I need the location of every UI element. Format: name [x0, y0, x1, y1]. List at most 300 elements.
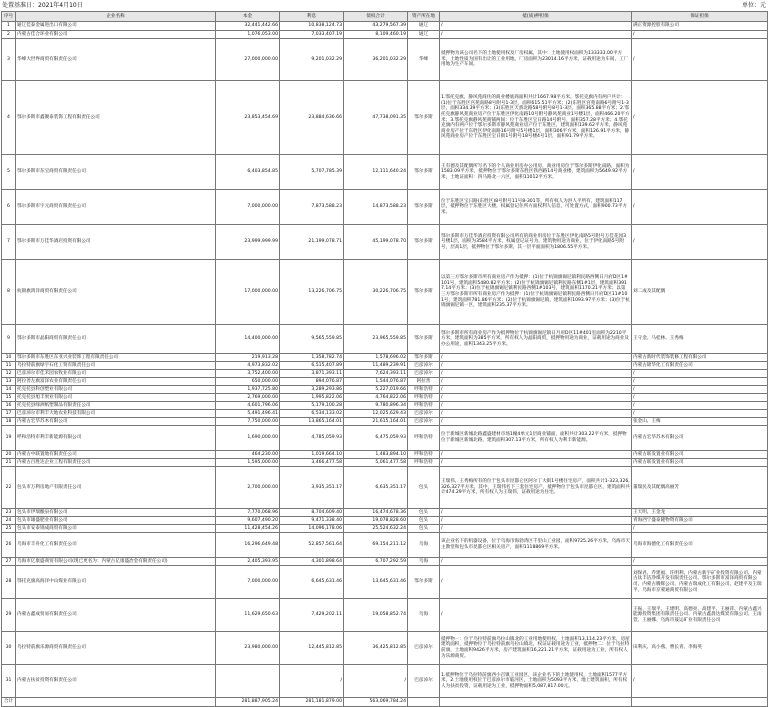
guarantor: 张金山、王梅 [632, 418, 768, 426]
asset-location: 鄂尔多斯 [408, 155, 440, 190]
claim-total: 12,111,640.24 [344, 155, 408, 190]
table-row [2, 426, 768, 451]
pledge-detail: / [440, 394, 632, 402]
claim-total: 13,645,631.46 [344, 566, 408, 599]
guarantor: / [632, 190, 768, 225]
asset-location: 华峰 [408, 39, 440, 81]
row-no: 2 [2, 31, 16, 39]
interest: 6,645,631.46 [280, 566, 344, 599]
company-name: 包头市安泰锦成商贸有限公司 [16, 525, 216, 533]
col-header-name: 企业名称 [16, 12, 216, 22]
pledge-detail: 位于新城区新城北路鑫盛建材市场1幢4单元1层商业铺面，面积共计303.22平方米，抵押物位于新城区新城北路，建筑面积307.13平方米，所有权人为利丰新能源。 [440, 426, 632, 451]
principal: 650,000.00 [216, 378, 280, 386]
totals-interest: 281,181,879.00 [280, 698, 344, 707]
principal: 9,607,490.20 [216, 517, 280, 525]
interest: 14,096,178.06 [280, 525, 344, 533]
table-row [2, 394, 768, 402]
company-name: 内蒙古中联置地有限责任公司 [16, 451, 216, 459]
asset-location: 乌海 [408, 599, 440, 632]
principal: 7,750,000.00 [216, 418, 280, 426]
claim-total: 47,738,091.35 [344, 81, 408, 155]
pledge-detail: 该企业名下的机器设备，位于乌海市海勃湾区千里山工业园，面积9725.26平方米，乌海市天主教堂和包头市昆都仑区相关房产，面积1118869平方米。 [440, 533, 632, 558]
pledge-detail: 鄂尔多斯市万佳华酒店投资有限公司所有的商业用房位于东胜区伊化南路5号附号万佳花园3号楼1层，面积为3584平方米，权属登记证号为，建筑物用途为商业，位于伊化南路5号附号，层高1层，抵押物位于鄂尔多斯，其一层平面面积为1806.55平方米。 [440, 225, 632, 260]
interest: 6,534,133.02 [280, 410, 344, 418]
guarantor: 刘二成及其配偶 [632, 260, 768, 325]
pledge-detail: / [440, 418, 632, 426]
row-no: 1 [2, 22, 16, 31]
pledge-detail: / [440, 402, 632, 410]
asset-location: 呼和浩特 [408, 426, 440, 451]
principal: 464,230.00 [216, 451, 280, 459]
guarantor: 内蒙古锦华化工有限责任公司 [632, 362, 768, 370]
row-no: 17 [2, 410, 16, 418]
pledge-detail: / [440, 599, 632, 632]
interest: 21,199,078.71 [280, 225, 344, 260]
claim-total: 5,227,019.66 [344, 386, 408, 394]
principal: 1,690,000.00 [216, 426, 280, 451]
row-no: 31 [2, 665, 16, 698]
totals-row [2, 698, 768, 707]
pledge-detail: / [440, 525, 632, 533]
asset-location: 包头 [408, 467, 440, 509]
row-no: 10 [2, 354, 16, 362]
claim-total: 36,425,812.85 [344, 632, 408, 665]
company-name: 鄂尔多斯市鑫聚泰装饰工程有限责任公司 [16, 81, 216, 155]
company-name: 包头市雄盛肥业有限公司 [16, 517, 216, 525]
pledge-detail: / [440, 354, 632, 362]
interest: 9,565,559.85 [280, 325, 344, 354]
pledge-detail: / [440, 410, 632, 418]
principal: 32,441,442.66 [216, 22, 280, 31]
company-name: 杭锦旗鸿洋商贸有限责任公司 [16, 260, 216, 325]
col-header-guarantee: 保证担保 [632, 12, 768, 22]
guarantor: 满正资源控股有限公司 [632, 22, 768, 31]
row-no: 27 [2, 558, 16, 566]
company-name: 华峰大世界商贸有限责任公司 [16, 39, 216, 81]
row-no: 24 [2, 517, 16, 525]
table-row [2, 39, 768, 81]
pledge-detail: / [440, 517, 632, 525]
pledge-detail: / [440, 451, 632, 459]
col-header-interest: 利息 [280, 12, 344, 22]
company-name: 内蒙古宏华苏木有限公司 [16, 418, 216, 426]
row-no: 3 [2, 39, 16, 81]
totals-empty [632, 698, 768, 707]
company-name: 鄂尔多斯市东胜区东亚兴业装饰工程有限责任公司 [16, 354, 216, 362]
company-name: 鄂尔多斯市晶阳商贸有限责任公司 [16, 325, 216, 354]
interest: 52,857,561.64 [280, 533, 344, 558]
guarantor: / [632, 225, 768, 260]
unit-label: 单位：元 [741, 2, 766, 9]
claim-total: 6,475,059.93 [344, 426, 408, 451]
company-name: 鄂尔多斯市东宝商贸有限责任公司 [16, 155, 216, 190]
interest: 1,019,664.10 [280, 451, 344, 459]
company-name: 托克托县绿洲纸塑制品有限责任公司 [16, 402, 216, 410]
asset-location: 鄂尔多斯 [408, 354, 440, 362]
guarantor: / [632, 402, 768, 410]
interest: 3,289,293.86 [280, 386, 344, 394]
company-name: 巴彦淖尔市利丰大地农业科技有限公司 [16, 410, 216, 418]
row-no: 13 [2, 378, 16, 386]
asset-location: 呼和浩特 [408, 451, 440, 459]
pledge-detail: / [440, 31, 632, 39]
guarantor: / [632, 378, 768, 386]
totals-label: 合计 [2, 698, 16, 707]
asset-location: 巴彦淖尔 [408, 362, 440, 370]
table-header-row [2, 12, 768, 22]
claim-total: 69,154,211.12 [344, 533, 408, 558]
company-name: 托克托县科创塑业有限公司 [16, 386, 216, 394]
row-no: 11 [2, 362, 16, 370]
interest: 7,033,407.19 [280, 31, 344, 39]
interest: 9,201,032.29 [280, 39, 344, 81]
claim-total: 19,078,828.60 [344, 517, 408, 525]
principal: 1,076,053.00 [216, 31, 280, 39]
principal: 11,629,650.63 [216, 599, 280, 632]
guarantor: / [632, 410, 768, 418]
guarantor: / [632, 525, 768, 533]
asset-location: 包头 [408, 509, 440, 517]
pledge-detail: 抵押物一：位于乌拉特前旗乌拉山镇北的工业用地使用权，土地面积13,114.23平方米，房屋建筑面积，抵押物位于乌拉特前旗乌拉山镇北，权证证载用途为工业，抵押物二：位于乌拉特前旗，土地面积9426平方米，房产建筑面积16,221.21平方米，证载用途为工业，所有权人为乐源商贸。 [440, 632, 632, 665]
table-row [2, 517, 768, 525]
interest: 6,515,407.89 [280, 362, 344, 370]
row-no: 19 [2, 426, 16, 451]
asset-location: 鄂尔多斯 [408, 566, 440, 599]
pledge-detail: / [440, 509, 632, 517]
pledge-detail: 1.鄂托克旗，静风苑商住的商业楼底商面积共计1667.98平方米。鄂托克旗内有两户共计：(1)位于东胜区宫苑南路8号附号1-3层，面积615.51平方米；(2)东胜区宫苑南路6号附号1-3层，面积334.39平方米；(3)东胜区天骄北路58号附号8号1-3层，面积365.88平方米；2.鄂托克旗静风苑商业房产位于东胜区伊化南路10号附号静风苑商业1号楼1层，面积466.20平方米；3.鄂托克旗静风苑商铺两间：位于东胜区宝日路14号附号，面积357.28平方米；4.鄂托克旗内有两户位于鄂尔多斯市静风苑商业房产位于东胜区，建筑面积139.62平方米，静风苑商业房产位于东胜区伊化南路16号附号5号楼1层，面积306平方米，面积126.91平方米，静风苑商业房产位于东胜区宝日街1号附号18号楼4号1层，面积91.79平方米。 [440, 81, 632, 155]
company-name: 乌海市亿康盛商贸有限公司(现已更名为：内蒙古亿康盛冶金有限责任公司) [16, 558, 216, 566]
company-name: 阿拉善左旗富泽农业有限责任公司 [16, 378, 216, 386]
interest: 3,466,477.58 [280, 459, 344, 467]
interest: 5,179,100.28 [280, 402, 344, 410]
guarantor: / [632, 370, 768, 378]
row-no: 12 [2, 370, 16, 378]
table-row [2, 386, 768, 394]
claim-total: 36,201,032.29 [344, 39, 408, 81]
company-name: 乌海市丰舟化工有限责任公司 [16, 533, 216, 558]
claim-total: 6,707,292.59 [344, 558, 408, 566]
table-row [2, 533, 768, 558]
claim-total: 12,025,629.43 [344, 410, 408, 418]
company-name: 包头市伊瑞酿泉有限公司 [16, 509, 216, 517]
asset-location: 鄂尔多斯 [408, 225, 440, 260]
table-row [2, 354, 768, 362]
totals-principal: 281,887,905.24 [216, 698, 280, 707]
guarantor: 王振、王瑞平、王建明、高德亮、高建平、王丽萍、内蒙古鑫兴能源投资集团有限责任公司、内蒙古鑫晨达煤炭有限公司、王雨萱、王丽娜、乌海市晟运矿业有限责任公司 [632, 599, 768, 632]
pledge-detail: / [440, 459, 632, 467]
principal: 7,770,068.96 [216, 509, 280, 517]
asset-location: 通辽 [408, 22, 440, 31]
interest: 3,871,393.11 [280, 370, 344, 378]
row-no: 16 [2, 402, 16, 410]
interest: 10,838,124.73 [280, 22, 344, 31]
principal: 23,980,000.00 [216, 632, 280, 665]
guarantor: 内蒙古联发置业有限公司 [632, 459, 768, 467]
asset-location: 巴彦淖尔 [408, 632, 440, 665]
interest: 4,785,059.93 [280, 426, 344, 451]
row-no: 25 [2, 525, 16, 533]
row-no: 20 [2, 451, 16, 459]
asset-location: 呼和浩特 [408, 386, 440, 394]
table-row [2, 370, 768, 378]
interest: 1,358,782.74 [280, 354, 344, 362]
interest: 9,471,338.40 [280, 517, 344, 525]
asset-location: 巴彦淖尔 [408, 370, 440, 378]
company-name: 内蒙古鑫成贸易有限责任公司 [16, 599, 216, 632]
company-name: 巴彦淖尔市佳禾园农牧业有限公司 [16, 370, 216, 378]
claim-total: 4,764,822.06 [344, 394, 408, 402]
guarantor: 田利庆、高小燕、曹长青、李海英 [632, 632, 768, 665]
guarantor: 刘保君、乔建福、许明利、内蒙古新宇矿业投资有限公司、内蒙古钛丰洁净煤开发有限责任公司、鄂尔多斯市富泽商贸有限公司、内蒙古腾辉公司、内蒙古瑞成化工有限公司、赵建平及王瑞平、乌海市京蒙通商贸有限公司 [632, 566, 768, 599]
guarantor: 内蒙古宏华苏木有限公司 [632, 426, 768, 451]
table-row [2, 410, 768, 418]
table-row [2, 418, 768, 426]
table-row [2, 22, 768, 31]
table-row [2, 155, 768, 190]
guarantor: / [632, 39, 768, 81]
pledge-detail: / [440, 22, 632, 31]
principal: 7,000,000.00 [216, 566, 280, 599]
interest: 4,301,898.64 [280, 558, 344, 566]
table-row [2, 566, 768, 599]
guarantor: / [632, 81, 768, 155]
pledge-detail: / [440, 362, 632, 370]
claim-total: 1,483,894.10 [344, 451, 408, 459]
table-row [2, 378, 768, 386]
table-row [2, 509, 768, 517]
pledge-detail: 王有德及其配偶所写名下的个人商业用房办公用房，商业用房位于鄂尔多斯伊化南路，面积为1583.09平方米，抵押物位于鄂尔多斯东胜区铁西路14号商业楼，建筑面积为5649.92平方米，土地证面积：四马路北一六区，面积11012平方米。 [440, 155, 632, 190]
guarantor: 青海西宁盛泰隆物资有限公司 [632, 517, 768, 525]
pledge-detail: 1.抵押物位于乌拉特前旗西小召镇工业园区，该企业名下的土地使用权，土地面积1577平方米，2.土地使用权位于巴彦淖尔市临河区，土地面积为5093平方米，地上建筑面积，所有权人为扶贫投资，证载用途为工业，抵押物面积5,087,817.00元。 [440, 665, 632, 698]
asset-location: 呼和浩特 [408, 394, 440, 402]
pledge-detail: / [440, 370, 632, 378]
principal: 4,601,796.06 [216, 402, 280, 410]
company-name: 鄂尔多斯市万佳华酒店投资有限公司 [16, 225, 216, 260]
table-row [2, 665, 768, 698]
claim-total: 30,226,706.75 [344, 260, 408, 325]
claim-total: 23,965,559.85 [344, 325, 408, 354]
principal: 6,403,854.85 [216, 155, 280, 190]
interest: 8,704,609.40 [280, 509, 344, 517]
principal: 219,913.28 [216, 354, 280, 362]
table-row [2, 459, 768, 467]
interest: 23,884,636.66 [280, 81, 344, 155]
table-row [2, 81, 768, 155]
table-row [2, 467, 768, 509]
guarantor: 内蒙古联发置业有限公司 [632, 451, 768, 459]
asset-location: 巴彦淖尔 [408, 410, 440, 418]
company-name: 呼和浩特市利丰新能源有限公司 [16, 426, 216, 451]
claim-total: 1,544,076.87 [344, 378, 408, 386]
row-no: 28 [2, 566, 16, 599]
principal: 3,752,400.00 [216, 370, 280, 378]
asset-location: 乌海 [408, 558, 440, 566]
company-name: 内蒙古佳合环业有限公司 [16, 31, 216, 39]
table-row [2, 31, 768, 39]
principal: 4,973,832.02 [216, 362, 280, 370]
interest: / [280, 665, 344, 698]
interest: 7,873,588.23 [280, 190, 344, 225]
asset-location: 包头 [408, 517, 440, 525]
company-name: 内蒙古百胜达企业工程有限责任公司 [16, 459, 216, 467]
row-no: 9 [2, 325, 16, 354]
claim-total: 8,109,460.19 [344, 31, 408, 39]
principal: 5,491,496.41 [216, 410, 280, 418]
company-name: 包头市万利房地产有限责任公司 [16, 467, 216, 509]
claim-total: 14,873,588.23 [344, 190, 408, 225]
company-name: 鄂托克旗高海洋中山煤业有限公司 [16, 566, 216, 599]
totals-empty [408, 698, 440, 707]
pledge-detail: / [440, 566, 632, 599]
col-header-no: 序号 [2, 12, 16, 22]
row-no: 26 [2, 533, 16, 558]
asset-location: 鄂尔多斯 [408, 325, 440, 354]
interest: 1,995,822.06 [280, 394, 344, 402]
row-no: 18 [2, 418, 16, 426]
claim-total: 19,058,852.74 [344, 599, 408, 632]
interest: 13,226,706.75 [280, 260, 344, 325]
asset-location: 通辽 [408, 31, 440, 39]
claim-total: 1,578,696.02 [344, 354, 408, 362]
claim-total: 45,199,078.70 [344, 225, 408, 260]
row-no: 30 [2, 632, 16, 665]
asset-location: 乌海 [408, 533, 440, 558]
asset-location: 鄂尔多斯 [408, 260, 440, 325]
guarantor: / [632, 394, 768, 402]
guarantor: 乌海市海德化工有限责任公司 [632, 533, 768, 558]
table-row [2, 599, 768, 632]
row-no: 6 [2, 190, 16, 225]
principal: 1,937,725.80 [216, 386, 280, 394]
row-no: 14 [2, 386, 16, 394]
company-name: 通辽佳泰金属进出口有限公司 [16, 22, 216, 31]
claim-total: 6,635,351.17 [344, 467, 408, 509]
pledge-detail: 抵押物为该公司名下的土地使用权及厂房权属，其中：土地使用权面积为133333.00平方米，土地性质为国有出让的工业用地，厂房面积为23014.16平方米，证载用途为车间、工厂用地为生产车间。 [440, 39, 632, 81]
claim-total: 5,061,477.58 [344, 459, 408, 467]
principal: 23,999,999.99 [216, 225, 280, 260]
company-name: 乌拉特前旗绿宇石化工贸有限责任公司 [16, 362, 216, 370]
table-row [2, 402, 768, 410]
row-no: 5 [2, 155, 16, 190]
guarantor: / [632, 31, 768, 39]
principal: 1,595,000.00 [216, 459, 280, 467]
guarantor: / [632, 386, 768, 394]
row-no: 21 [2, 459, 16, 467]
claim-total: 21,615,164.01 [344, 418, 408, 426]
table-body [2, 22, 768, 698]
interest: 13,865,164.01 [280, 418, 344, 426]
pledge-detail: 位于东胜区宝日路(东胜区)8号附号11号8-301等，所有权人为洪人平所有，建筑面积117层，抵押物位于东胜区大楼，权属登记住所方面权利人信息，可处置方式，面积900.73平方米。 [440, 190, 632, 225]
totals-total: 563,069,784.24 [344, 698, 408, 707]
row-no: 22 [2, 467, 16, 509]
row-no: 4 [2, 81, 16, 155]
claim-total: 43,279,567.39 [344, 22, 408, 31]
asset-location: 鄂尔多斯 [408, 190, 440, 225]
principal: 2,769,000.00 [216, 394, 280, 402]
interest: 5,707,785.39 [280, 155, 344, 190]
col-header-location: 资产所在地 [408, 12, 440, 22]
company-name: 乌拉特前旗乐源商贸有限责任公司 [16, 632, 216, 665]
row-no: 8 [2, 260, 16, 325]
row-no: 23 [2, 509, 16, 517]
company-name: 鄂尔多斯市宇元商贸有限责任公司 [16, 190, 216, 225]
row-no: 7 [2, 225, 16, 260]
totals-empty [440, 698, 632, 707]
interest: 12,445,812.85 [280, 632, 344, 665]
report-header [0, 0, 768, 11]
guarantor: 董瑞民及其配偶高丽芳 [632, 467, 768, 509]
claim-total: 25,524,632.24 [344, 525, 408, 533]
pledge-detail: 以第三方鄂尔多斯市所有商业房产作为抵押：(1)位于杭锦旗锡尼镇利民路西侧日月府D区1#101号，建筑面积5480.82平方米；(2)位于杭锦旗锡尼镇利民路东侧1#1层，建筑面积3917.14平方米；(3)位于杭锦旗锡尼镇利民路西侧1#103号，建筑面积1170.21平方米；以第三方鄂尔多斯市所有商业房产作为抵押：(1)位于杭锦旗锡尼镇利民路西侧日月府D区11#101号，建筑面积781.86平方米；(2)位于杭锦旗锡尼镇，建筑面积1093.97平方米；(3)位于杭锦旗锡尼镇一区，建筑面积235.37平方米。 [440, 260, 632, 325]
claim-total: 9,780,896.34 [344, 402, 408, 410]
principal: 14,400,000.00 [216, 325, 280, 354]
claim-total: 7,624,393.11 [344, 370, 408, 378]
principal: 16,296,649.48 [216, 533, 280, 558]
base-date-label: 处置基准日：2021年4月10日 [2, 2, 83, 9]
principal: 2,700,000.00 [216, 467, 280, 509]
pledge-detail: 鄂尔多斯市所有商业房产作为抵押物位于杭锦旗锡尼镇日月府D区11#401室面积为2210平方米，建筑面积为385平方米，所有权人为晶阳商贸，抵押物用途为商业，证载用途为商业及办公用途，面积1343.25平方米。 [440, 325, 632, 354]
company-name: 托克托县旭丰果业有限公司 [16, 394, 216, 402]
table-row [2, 325, 768, 354]
interest: 7,429,202.11 [280, 599, 344, 632]
pledge-detail: / [440, 386, 632, 394]
table-row [2, 451, 768, 459]
asset-location: 呼和浩特 [408, 402, 440, 410]
totals-name-cell [16, 698, 216, 707]
asset-location: 巴彦淖尔 [408, 418, 440, 426]
table-row [2, 525, 768, 533]
table-row [2, 260, 768, 325]
interest: 894,076.87 [280, 378, 344, 386]
pledge-detail: / [440, 378, 632, 386]
asset-location: 巴彦淖尔 [408, 665, 440, 698]
row-no: 15 [2, 394, 16, 402]
pledge-detail: / [440, 558, 632, 566]
principal: 11,428,454.26 [216, 525, 280, 533]
principal: 23,853,454.69 [216, 81, 280, 155]
asset-location: 鄂尔多斯 [408, 81, 440, 155]
principal: 27,000,000.00 [216, 39, 280, 81]
claim-total: 16,474,678.36 [344, 509, 408, 517]
table-row [2, 362, 768, 370]
col-header-pledge: 抵(质)押担保 [440, 12, 632, 22]
guarantor: 王天明、王金龙 [632, 509, 768, 517]
asset-location: 阿拉善 [408, 378, 440, 386]
asset-location: 呼和浩特 [408, 459, 440, 467]
row-no: 29 [2, 599, 16, 632]
interest: 3,935,351.17 [280, 467, 344, 509]
col-header-total: 债权合计 [344, 12, 408, 22]
claim-total: / [344, 665, 408, 698]
table-row [2, 632, 768, 665]
guarantor: 内蒙古新时代装饰装修工程有限公司 [632, 354, 768, 362]
table-row [2, 558, 768, 566]
principal: 2,405,393.95 [216, 558, 280, 566]
guarantor: / [632, 558, 768, 566]
guarantor: 王守金、马桂林、王秀梅 [632, 325, 768, 354]
claim-total: 11,489,239.91 [344, 362, 408, 370]
guarantor: / [632, 665, 768, 698]
table-row [2, 225, 768, 260]
debt-table [1, 11, 768, 707]
principal [216, 665, 280, 698]
table-row [2, 190, 768, 225]
principal: 7,000,000.00 [216, 190, 280, 225]
col-header-principal: 本金 [216, 12, 280, 22]
guarantor: / [632, 155, 768, 190]
principal: 17,000,000.00 [216, 260, 280, 325]
company-name: 内蒙古扶贫投资有限责任公司 [16, 665, 216, 698]
